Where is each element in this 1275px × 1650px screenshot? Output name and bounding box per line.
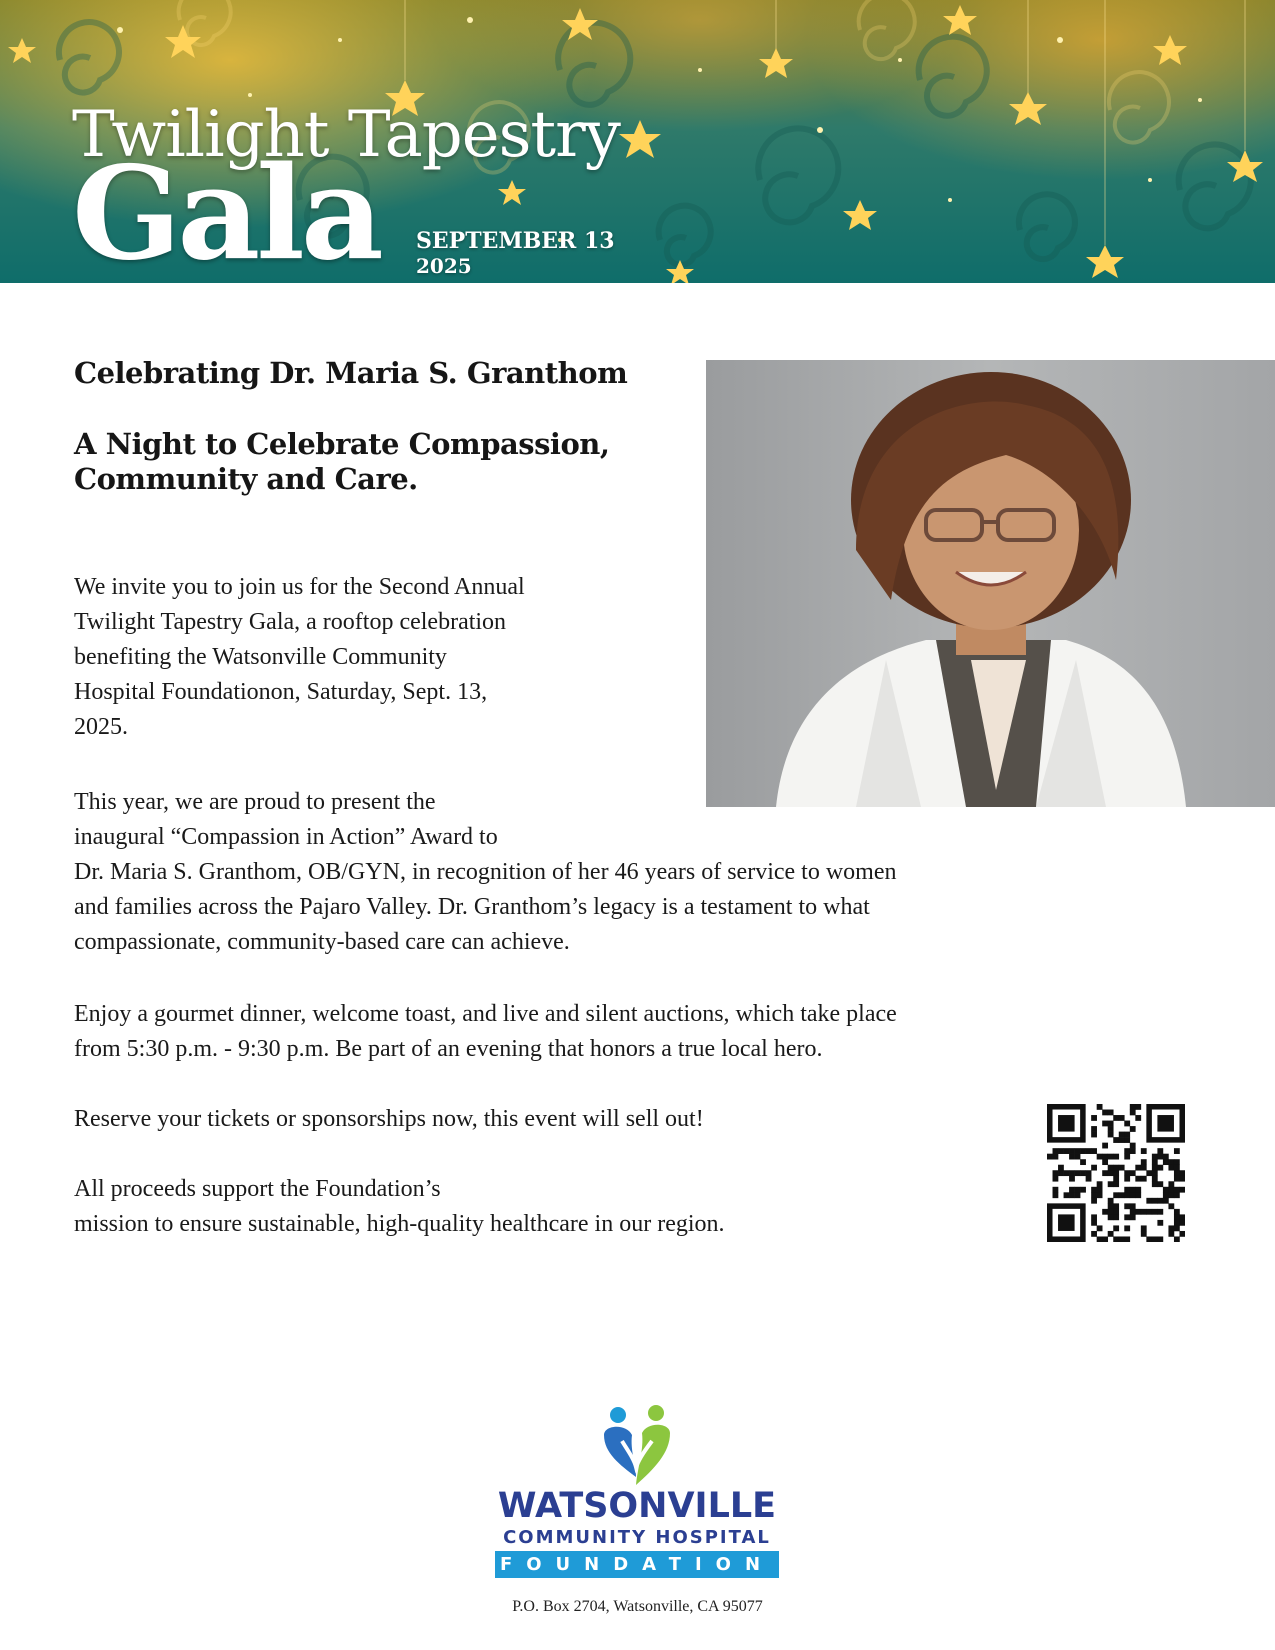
logo-name: WATSONVILLE — [497, 1486, 777, 1526]
portrait-illustration — [706, 360, 1275, 807]
proceeds-paragraph — [74, 1172, 725, 1242]
enjoy-line: from 5:30 p.m. - 9:30 p.m. Be part of an evening that honors a true local hero. — [74, 1036, 823, 1062]
logo-subtitle: COMMUNITY HOSPITAL — [503, 1527, 771, 1548]
award-line: Dr. Maria S. Granthom, OB/GYN, in recognition of her 46 years of service to women — [74, 859, 897, 885]
logo-foundation-bar: FOUNDATION — [495, 1551, 779, 1578]
invite-line: Hospital Foundationon, Saturday, Sept. 13, — [74, 679, 488, 705]
award-line: This year, we are proud to present the — [74, 789, 436, 815]
award-line: compassionate, community-based care can achieve. — [74, 929, 570, 955]
honoree-portrait — [706, 360, 1275, 807]
logo-mark-graphic — [600, 1405, 674, 1487]
proceeds-line: All proceeds support the Foundation’s — [74, 1176, 441, 1202]
reserve-paragraph — [74, 1102, 704, 1137]
event-date-year: 2025 — [416, 254, 472, 278]
award-paragraph — [74, 785, 896, 960]
award-line: inaugural “Compassion in Action” Award to — [74, 824, 498, 850]
gala-title-main: Gala — [72, 139, 380, 283]
enjoy-paragraph — [74, 997, 897, 1067]
award-line: and families across the Pajaro Valley. Dr. Granthom’s legacy is a testament to what — [74, 894, 870, 920]
enjoy-line: Enjoy a gourmet dinner, welcome toast, and live and silent auctions, which take place — [74, 1001, 897, 1027]
event-date-month-day: SEPTEMBER 13 — [416, 228, 615, 254]
night-heading-line2: Community and Care. — [74, 462, 418, 496]
invite-line: We invite you to join us for the Second Annual — [74, 574, 525, 600]
night-heading — [74, 427, 694, 497]
invite-line: 2025. — [74, 714, 128, 740]
invite-line: Twilight Tapestry Gala, a rooftop celebration — [74, 609, 507, 635]
mailing-address: P.O. Box 2704, Watsonville, CA 95077 — [512, 1598, 763, 1615]
reserve-line: Reserve your tickets or sponsorships now, this event will sell out! — [74, 1106, 704, 1132]
proceeds-line: mission to ensure sustainable, high-quality healthcare in our region. — [74, 1211, 725, 1237]
qr-code-graphic — [1047, 1104, 1185, 1242]
heart-people-logo-icon — [600, 1405, 674, 1487]
qr-code-icon[interactable] — [1047, 1104, 1185, 1242]
night-heading-line1: A Night to Celebrate Compassion, — [74, 427, 610, 461]
honoree-heading: Celebrating Dr. Maria S. Granthom — [74, 356, 628, 390]
gala-title-line1: Twilight Tapestry — [72, 98, 620, 172]
invite-line: benefiting the Watsonville Community — [74, 644, 447, 670]
invite-paragraph — [74, 570, 525, 745]
banner — [0, 0, 1275, 283]
